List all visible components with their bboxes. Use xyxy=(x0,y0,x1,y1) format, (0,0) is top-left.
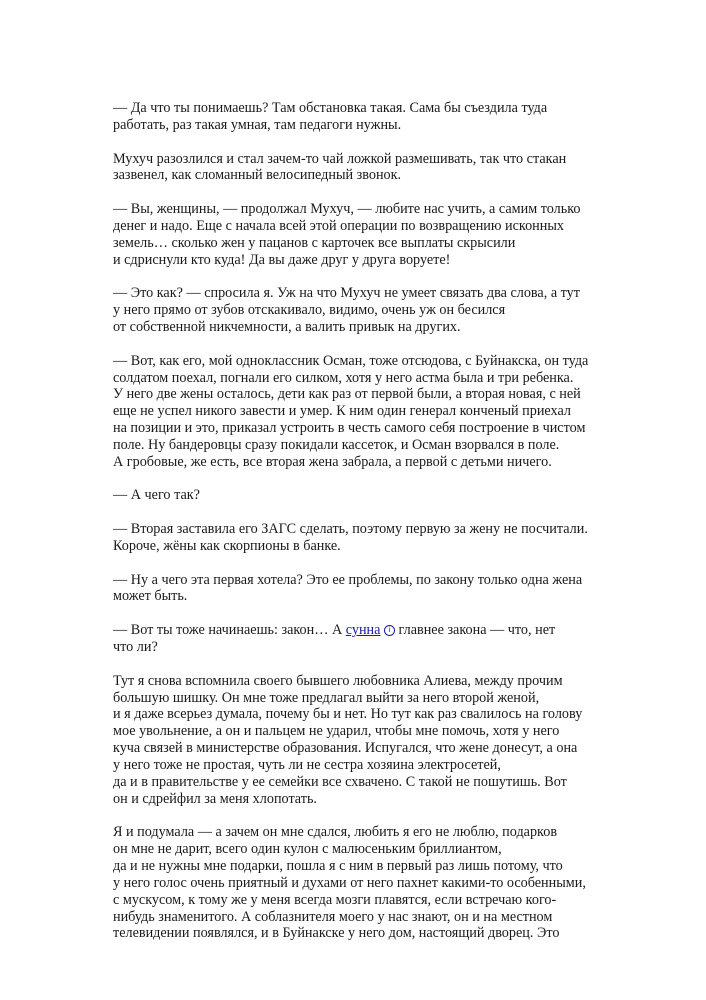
text-line: мое увольнение, а он и пальцем не ударил, чтобы мне помочь, хотя у него xyxy=(113,723,560,740)
text-line: он мне не дарит, всего один кулон с малюсеньким бриллиантом, xyxy=(113,841,502,858)
paragraph xyxy=(113,151,593,185)
text-line: земель… сколько жен у пацанов с карточек все выплаты скрысили xyxy=(113,234,516,251)
paragraph xyxy=(113,487,593,504)
text-line: у него тоже не простая, чуть ли не сестра хозяина электросетей, xyxy=(113,756,501,773)
text-line: он и сдрейфил за меня хлопотать. xyxy=(113,790,317,807)
info-circle-icon[interactable]: i xyxy=(384,625,395,636)
text-line: Я и подумала — а зачем он мне сдался, любить я его не люблю, подарков xyxy=(113,824,558,841)
paragraph xyxy=(113,285,593,336)
text-line: Короче, жёны как скорпионы в банке. xyxy=(113,537,341,554)
text-line: — Вторая заставила его ЗАГС сделать, поэтому первую за жену не посчитали. xyxy=(113,521,588,538)
text-line: да и в правительстве у ее семейки все схвачено. С такой не пошутишь. Вот xyxy=(113,773,567,790)
text-segment: главнее закона — что, нет xyxy=(394,622,556,639)
paragraph xyxy=(113,622,593,656)
paragraph xyxy=(113,100,593,134)
text-line: Тут я снова вспомнила своего бывшего любовника Алиева, между прочим xyxy=(113,672,563,689)
text-line: от собственной никчемности, а валить привык на других. xyxy=(113,318,461,335)
text-line: солдатом поехал, погнали его силком, хотя у него астма была и три ребенка. xyxy=(113,369,574,386)
text-line: денег и надо. Еще с начала всей этой операции по возвращению исконных xyxy=(113,217,564,234)
document-page xyxy=(113,100,593,959)
text-line: у него голос очень приятный и духами от него пахнет какими-то особенными, xyxy=(113,874,586,891)
paragraph xyxy=(113,824,593,942)
text-line: — Да что ты понимаешь? Там обстановка такая. Сама бы съездила туда xyxy=(113,100,548,116)
text-line: с мускусом, к тому же у меня всегда мозги плавятся, если встречаю кого- xyxy=(113,891,557,908)
text-line: на позиции и это, приказал устроить в честь самого себя построение в чистом xyxy=(113,420,586,437)
text-line: — Это как? — спросила я. Уж на что Мухуч не умеет связать два слова, а тут xyxy=(113,285,580,302)
text-line: и сдриснули кто куда! Да вы даже друг у друга воруете! xyxy=(113,251,451,268)
text-line: телевидении появлялся, и в Буйнакске у него дом, настоящий дворец. Это xyxy=(113,925,560,942)
text-line: еще не успел никого завести и умер. К ним один генерал конченый приехал xyxy=(113,403,571,420)
paragraph xyxy=(113,673,593,808)
text-line: большую шишку. Он мне тоже предлагал выйти за него второй женой, xyxy=(113,689,540,706)
text-line: зазвенел, как сломанный велосипедный звонок. xyxy=(113,167,402,184)
text-line: — Ну а чего эта первая хотела? Это ее проблемы, по закону только одна жена xyxy=(113,571,583,588)
paragraph xyxy=(113,353,593,471)
text-line: куча связей в министерстве образования. Испугался, что жене донесут, а она xyxy=(113,740,578,757)
text-line: — Вот, как его, мой одноклассник Осман, тоже отсюдова, с Буйнакска, он туда xyxy=(113,352,589,369)
text-line: работать, раз такая умная, там педагоги нужны. xyxy=(113,116,402,133)
text-segment: — Вот ты тоже начинаешь: закон… А xyxy=(113,622,346,639)
text-line: — Вы, женщины, — продолжал Мухуч, — любите нас учить, а самим только xyxy=(113,201,581,218)
text-line: и я даже всерьез думала, почему бы и нет. Но тут как раз свалилось на голову xyxy=(113,706,583,723)
paragraph xyxy=(113,201,593,268)
text-line: может быть. xyxy=(113,588,188,605)
text-line: — А чего так? xyxy=(113,487,200,504)
text-line: поле. Ну бандеровцы сразу покидали кассеток, и Осман взорвался в поле. xyxy=(113,436,560,453)
text-line xyxy=(113,622,593,639)
text-line: Мухуч разозлился и стал зачем-то чай ложкой размешивать, так что стакан xyxy=(113,150,567,167)
sunna-link[interactable]: сунна xyxy=(345,622,381,639)
text-line: А гробовые, же есть, все вторая жена забрала, а первой с детьми ничего. xyxy=(113,453,552,470)
paragraph xyxy=(113,572,593,606)
text-line: нибудь знаменитого. А соблазнителя моего у нас знают, он и на местном xyxy=(113,908,553,925)
paragraph xyxy=(113,521,593,555)
text-line: что ли? xyxy=(113,639,158,655)
text-line: да и не нужны мне подарки, пошла я с ним в первый раз лишь потому, что xyxy=(113,857,563,874)
text-line: У него две жены осталось, дети как раз от первой были, а вторая новая, с ней xyxy=(113,386,581,403)
text-line: у него прямо от зубов отскакивало, видимо, очень уж он бесился xyxy=(113,302,506,319)
